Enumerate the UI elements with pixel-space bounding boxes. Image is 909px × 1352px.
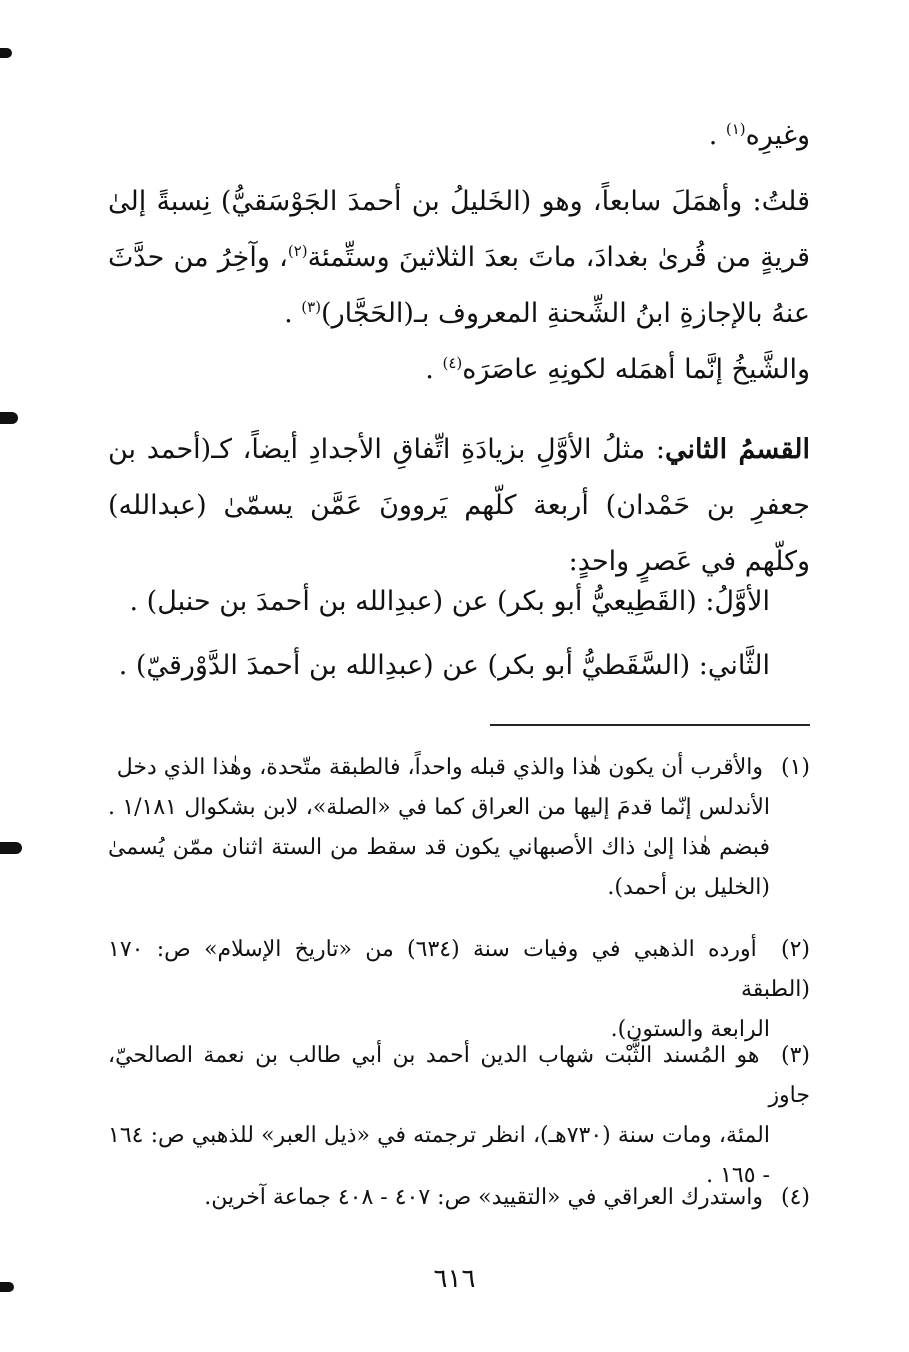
list-item-text: الأوَّلُ: (القَطِيعيُّ أبو بكر) عن (عبدِالله بن أحمدَ بن حنبل) .	[129, 586, 770, 617]
footnote-number: (٢)	[781, 937, 811, 962]
section-heading: القسمُ الثاني	[664, 434, 811, 465]
paragraph-end: .	[425, 354, 443, 385]
footnote-ref[interactable]: (٢)	[287, 242, 308, 260]
paragraph-end: .	[708, 120, 726, 151]
footnote	[108, 930, 810, 1050]
paragraph-qultu	[108, 174, 810, 342]
footnote	[108, 748, 810, 908]
footnote-text: والأقرب أن يكون هٰذا والذي قبله واحداً، فالطبقة متّحدة، وهٰذا الذي دخل	[116, 755, 763, 780]
paragraph-shaykh	[108, 342, 810, 398]
footnote-continuation: المئة، ومات سنة (٧٣٠هـ)، انظر ترجمته في «ذيل العبر» للذهبي ص: ١٦٤ - ١٦٥ .	[108, 1123, 770, 1188]
footnote-number: (١)	[780, 755, 810, 780]
footnote	[108, 1178, 810, 1218]
footnote-text: واستدرك العراقي في «التقييد» ص: ٤٠٧ - ٤٠٨ جماعة آخرين.	[204, 1185, 763, 1210]
footnote-number: (٤)	[780, 1185, 810, 1210]
paragraph-text: ، وآخِرُ من حدَّثَ عنهُ بالإجازةِ ابنُ الشِّحنةِ المعروف بـ(الحَجَّار)	[108, 242, 810, 329]
binding-mark	[0, 842, 22, 854]
paragraph-text: : مثلُ الأوَّلِ بزيادَةِ اتِّفاقِ الأجدادِ أيضاً، كـ(أحمد بن جعفرِ بن حَمْدان) أربعة كلّهم يَروونَ عَمَّن يسمّىٰ (عبدالله) وكلّهم في عَصرٍ واحدٍ:	[108, 434, 810, 577]
footnote-continuation: الأندلس إنّما قدمَ إليها من العراق كما في «الصلة»، لابن بشكوال ١/١٨١ . فبضم هٰذا إلىٰ ذاك الأصبهاني يكون قد سقط من الستة اثنان ممّن يُسمىٰ (الخليل بن أحمد).	[108, 795, 770, 900]
binding-mark	[0, 48, 12, 58]
page-number: ٦١٦	[433, 1264, 476, 1294]
footnote	[108, 1036, 810, 1196]
paragraph-text: والشَّيخُ إنَّما أهمَله لكونِهِ عاصَرَه	[462, 354, 810, 385]
footnote-ref[interactable]: (٣)	[301, 298, 322, 316]
list-item-text: الثَّاني: (السَّقَطيُّ أبو بكر) عن (عبدِالله بن أحمدَ الدَّوْرقيّ) .	[118, 650, 770, 681]
paragraph-continuation	[108, 108, 810, 164]
footnote-text: هو المُسند الثَّبْت شهاب الدين أحمد بن أبي طالب بن نعمة الصالحيّ، جاوز	[108, 1043, 810, 1108]
footnote-number: (٣)	[780, 1043, 810, 1068]
footnote-divider	[490, 724, 810, 726]
list-item-first	[108, 574, 810, 630]
paragraph-text: قلتُ: وأهمَلَ سابعاً، وهو (الخَليلُ بن أحمدَ الجَوْسَقيُّ) نِسبةً إلىٰ قريةٍ من قُرىٰ بغدادَ، ماتَ بعدَ الثلاثينَ وستِّمئة	[108, 186, 811, 273]
footnote-continuation: الرابعة والستون).	[610, 1017, 770, 1042]
list-item-second	[108, 638, 810, 694]
binding-mark	[0, 412, 18, 424]
paragraph-text: وغيرِه	[745, 120, 810, 151]
footnote-ref[interactable]: (٤)	[442, 354, 463, 372]
paragraph-section-two	[108, 422, 810, 590]
paragraph-end: .	[284, 298, 302, 329]
footnote-text: أورده الذهبي في وفيات سنة (٦٣٤) من «تاريخ الإسلام» ص: ١٧٠ (الطبقة	[108, 937, 810, 1002]
footnote-ref[interactable]: (١)	[725, 120, 746, 138]
